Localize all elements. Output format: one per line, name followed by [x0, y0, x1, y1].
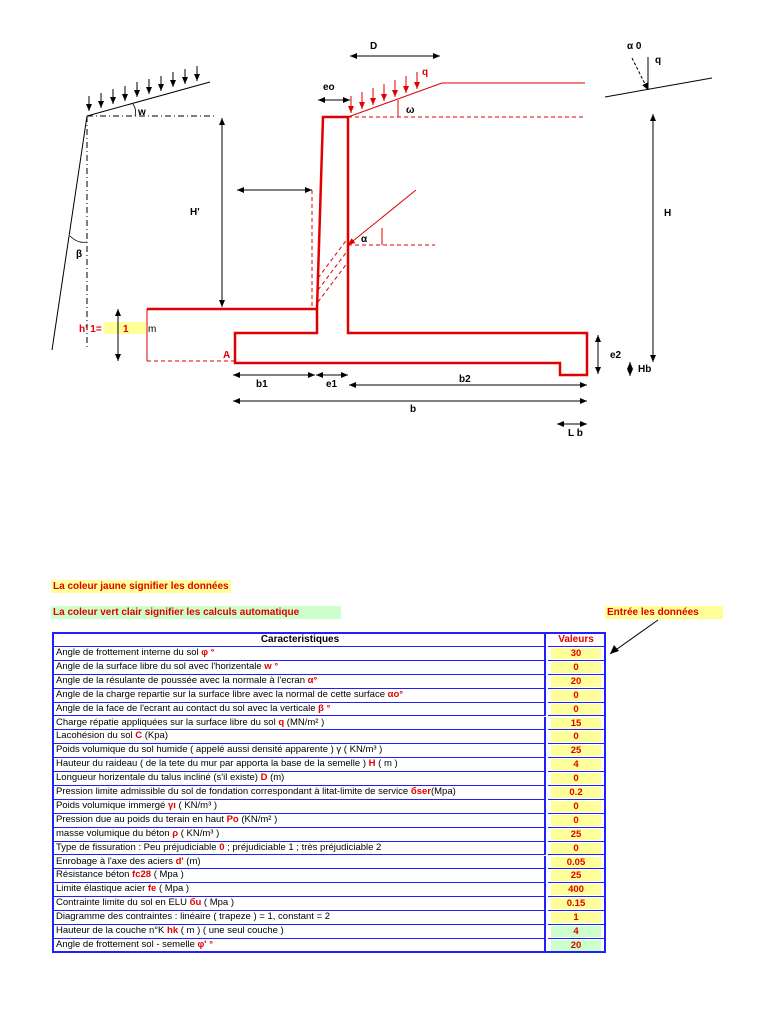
row-characteristic: [54, 856, 546, 870]
row-unit: ; préjudiciable 1 ; très préjudiciable 2: [224, 841, 382, 853]
label-b: b: [410, 404, 417, 415]
row-characteristic: [54, 758, 546, 772]
label-q-detail: q: [655, 55, 662, 66]
row-text: Angle de la résulante de poussée avec la normale à l'ecran: [56, 674, 308, 686]
row-value-cell[interactable]: [548, 925, 604, 939]
row-value[interactable]: 0: [551, 690, 601, 701]
row-value-cell[interactable]: [548, 911, 604, 925]
row-value-cell[interactable]: [548, 869, 604, 883]
row-symbol: q: [278, 716, 285, 728]
row-value-cell[interactable]: [548, 717, 604, 731]
label-h-prime: H': [190, 207, 200, 218]
table-row: [54, 828, 604, 842]
row-text: Angle de frottement sol - semelle: [56, 938, 198, 950]
row-value[interactable]: 0: [551, 731, 601, 742]
row-value-cell[interactable]: [548, 675, 604, 689]
label-hb: Hb: [638, 364, 652, 375]
row-characteristic: [54, 925, 546, 939]
row-symbol: d': [175, 855, 184, 867]
row-value[interactable]: 0: [551, 704, 601, 715]
row-unit: (m): [183, 855, 201, 867]
row-text: Angle de la face de l'ecrant au contact du sol avec la verticale: [56, 702, 319, 714]
row-value[interactable]: 0: [551, 815, 601, 826]
row-characteristic: [54, 814, 546, 828]
row-value[interactable]: 20: [551, 940, 601, 951]
row-value[interactable]: 0.15: [551, 898, 601, 909]
row-symbol: бser: [410, 786, 431, 797]
row-value-cell[interactable]: [548, 744, 604, 758]
table-row: [54, 717, 604, 731]
table-row: [54, 786, 604, 800]
row-text: Pression limite admissible du sol de fondation correspondant à litat-limite de service: [56, 786, 411, 797]
table-row: [54, 661, 604, 675]
row-characteristic: [54, 661, 546, 675]
note-yellow-input: La coleur jaune signifier les données: [53, 581, 229, 592]
table-row: [54, 939, 604, 953]
row-text: Diagramme des contraintes : linéaire ( trapeze ) = 1, constant = 2: [56, 911, 331, 923]
row-value[interactable]: 0.05: [551, 857, 601, 868]
row-text: Hauteur de la couche n°K: [56, 925, 168, 936]
header-characteristics: Caracteristiques: [54, 634, 546, 647]
row-text: Longueur horizentale du talus incliné (s'il existe): [56, 772, 261, 784]
table-row: [54, 647, 604, 661]
row-unit: (Mpa): [430, 786, 456, 797]
row-value-cell[interactable]: [548, 828, 604, 842]
note-data-entry: Entrée les données: [605, 606, 723, 619]
row-symbol: w °: [264, 660, 279, 672]
parameters-table: [52, 632, 606, 953]
row-characteristic: [54, 869, 546, 883]
row-value-cell[interactable]: [548, 703, 604, 717]
row-symbol: ρ: [172, 827, 179, 839]
row-value-cell[interactable]: [548, 897, 604, 911]
row-characteristic: [54, 689, 546, 703]
label-h1: h' 1=: [79, 324, 102, 335]
load-angle-detail: [605, 41, 712, 97]
row-symbol: C: [135, 730, 143, 742]
row-value-cell[interactable]: [548, 814, 604, 828]
table-row: [54, 911, 604, 925]
table-row: [54, 856, 604, 870]
label-h: H: [664, 208, 672, 219]
table-row: [54, 925, 604, 939]
row-characteristic: [54, 675, 546, 689]
row-symbol: fc28: [132, 869, 152, 881]
label-eo: eo: [323, 82, 335, 93]
row-text: Lacohésion du sol: [56, 730, 136, 742]
row-value-cell[interactable]: [548, 661, 604, 675]
table-row: [54, 814, 604, 828]
row-unit: ( KN/m³ ): [178, 827, 220, 839]
load-arrows-left: [89, 66, 197, 111]
label-lb: L b: [568, 428, 583, 439]
row-characteristic: [54, 939, 546, 953]
header-values: Valeurs: [548, 634, 604, 647]
row-value-cell[interactable]: [548, 939, 604, 953]
h1-unit: m: [148, 324, 157, 335]
row-value-cell[interactable]: [548, 647, 604, 661]
label-omega: ω: [406, 105, 415, 116]
row-symbol: fe: [147, 883, 157, 895]
row-value[interactable]: 4: [551, 759, 601, 770]
h1-value: 1: [123, 324, 129, 335]
label-q-load: q: [422, 67, 429, 78]
row-unit: ( m ): [375, 758, 398, 770]
row-text: Limite élastique acier: [56, 883, 148, 895]
row-characteristic: [54, 717, 546, 731]
row-value-cell[interactable]: [548, 883, 604, 897]
row-text: Pression due au poids du terain en haut: [56, 813, 227, 825]
row-symbol: αo°: [387, 688, 404, 700]
row-characteristic: [54, 647, 546, 661]
table-row: [54, 897, 604, 911]
row-text: Angle de frottement interne du sol: [56, 647, 202, 658]
table-row: [54, 800, 604, 814]
row-value[interactable]: 25: [551, 745, 601, 756]
label-b2: b2: [459, 374, 471, 385]
retaining-wall-diagram: [0, 0, 768, 460]
row-value-cell[interactable]: [548, 730, 604, 744]
row-characteristic: [54, 897, 546, 911]
table-row: [54, 689, 604, 703]
label-a: A: [223, 350, 231, 361]
row-characteristic: [54, 772, 546, 786]
row-value[interactable]: 25: [551, 829, 601, 840]
table-row: [54, 730, 604, 744]
entry-arrow-icon: [600, 618, 665, 658]
row-value[interactable]: 4: [551, 926, 601, 937]
row-value[interactable]: 0: [551, 773, 601, 784]
row-value-cell[interactable]: [548, 772, 604, 786]
row-characteristic: [54, 730, 546, 744]
row-value[interactable]: 400: [551, 884, 601, 895]
row-symbol: α°: [307, 674, 318, 686]
row-text: Résistance béton: [56, 869, 133, 881]
row-text: masse volumique du béton: [56, 827, 173, 839]
note-green-auto: La coleur vert clair signifier les calculs automatique: [51, 606, 341, 619]
row-value-cell[interactable]: [548, 842, 604, 856]
row-unit: ( m ) ( une seul couche ): [178, 925, 284, 936]
row-text: Contrainte limite du sol en ELU: [56, 897, 190, 909]
row-characteristic: [54, 883, 546, 897]
row-text: Poids volumique du sol humide ( appelé aussi densité apparente ) γ ( KN/m³ ): [56, 744, 383, 756]
row-unit: ( Mpa ): [201, 897, 234, 909]
table-row: [54, 703, 604, 717]
table-header: [54, 634, 604, 647]
label-alpha0: α 0: [627, 41, 642, 52]
row-symbol: φ °: [201, 647, 215, 658]
row-value[interactable]: 0: [551, 843, 601, 854]
row-value[interactable]: 0: [551, 801, 601, 812]
row-characteristic: [54, 744, 546, 758]
row-value[interactable]: 20: [551, 676, 601, 687]
label-beta: β: [76, 249, 83, 260]
row-characteristic: [54, 786, 546, 800]
row-text: Hauteur du raideau ( de la tete du mur par apporta la base de la semelle ): [56, 758, 369, 770]
row-symbol: γı: [167, 799, 176, 811]
row-value[interactable]: 15: [551, 718, 601, 729]
label-e1: e1: [326, 379, 338, 390]
row-text: Type de fissuration : Peu préjudiciable: [56, 841, 220, 853]
table-row: [54, 758, 604, 772]
row-value[interactable]: 0.2: [551, 787, 601, 798]
row-text: Charge répatie appliquées sur la surface libre du sol: [56, 716, 279, 728]
row-symbol: D: [260, 772, 268, 784]
row-symbol: H: [368, 758, 376, 770]
row-unit: (m): [267, 772, 285, 784]
table-row: [54, 869, 604, 883]
row-text: Poids volumique immergé: [56, 799, 168, 811]
row-symbol: Po: [226, 813, 239, 825]
row-symbol: 0: [219, 841, 225, 853]
row-unit: ( Mpa ): [151, 869, 184, 881]
row-value[interactable]: 1: [551, 912, 601, 923]
row-unit: (KN/m² ): [238, 813, 278, 825]
row-unit: ( KN/m³ ): [175, 799, 218, 811]
row-value-cell[interactable]: [548, 758, 604, 772]
row-characteristic: [54, 828, 546, 842]
row-value-cell[interactable]: [548, 856, 604, 870]
table-row: [54, 842, 604, 856]
row-text: Angle de la surface libre du sol avec l'horizentale: [56, 660, 265, 672]
label-e2: e2: [610, 350, 622, 361]
table-row: [54, 772, 604, 786]
table-row: [54, 675, 604, 689]
wall-section: [147, 72, 587, 375]
row-unit: ( Mpa ): [156, 883, 190, 895]
row-value-cell[interactable]: [548, 786, 604, 800]
row-symbol: hk: [167, 925, 179, 936]
row-unit: (Kpa): [142, 730, 168, 742]
label-w: w: [138, 107, 146, 118]
row-text: Angle de la charge repartie sur la surface libre avec la normal de cette surface: [56, 688, 388, 700]
label-d: D: [370, 41, 378, 52]
row-characteristic: [54, 703, 546, 717]
table-row: [54, 883, 604, 897]
label-alpha: α: [361, 234, 368, 245]
row-value[interactable]: 30: [551, 648, 601, 659]
row-unit: (MN/m² ): [284, 716, 325, 728]
row-value-cell[interactable]: [548, 689, 604, 703]
row-symbol: β °: [318, 702, 331, 714]
row-symbol: φ' °: [197, 938, 214, 950]
row-characteristic: [54, 800, 546, 814]
row-text: Enrobage à l'axe des aciers: [56, 855, 176, 867]
row-characteristic: [54, 842, 546, 856]
row-value[interactable]: 0: [551, 662, 601, 673]
row-characteristic: [54, 911, 546, 925]
label-b1: b1: [256, 379, 268, 390]
row-symbol: бu: [189, 897, 202, 909]
row-value[interactable]: 25: [551, 870, 601, 881]
table-row: [54, 744, 604, 758]
row-value-cell[interactable]: [548, 800, 604, 814]
